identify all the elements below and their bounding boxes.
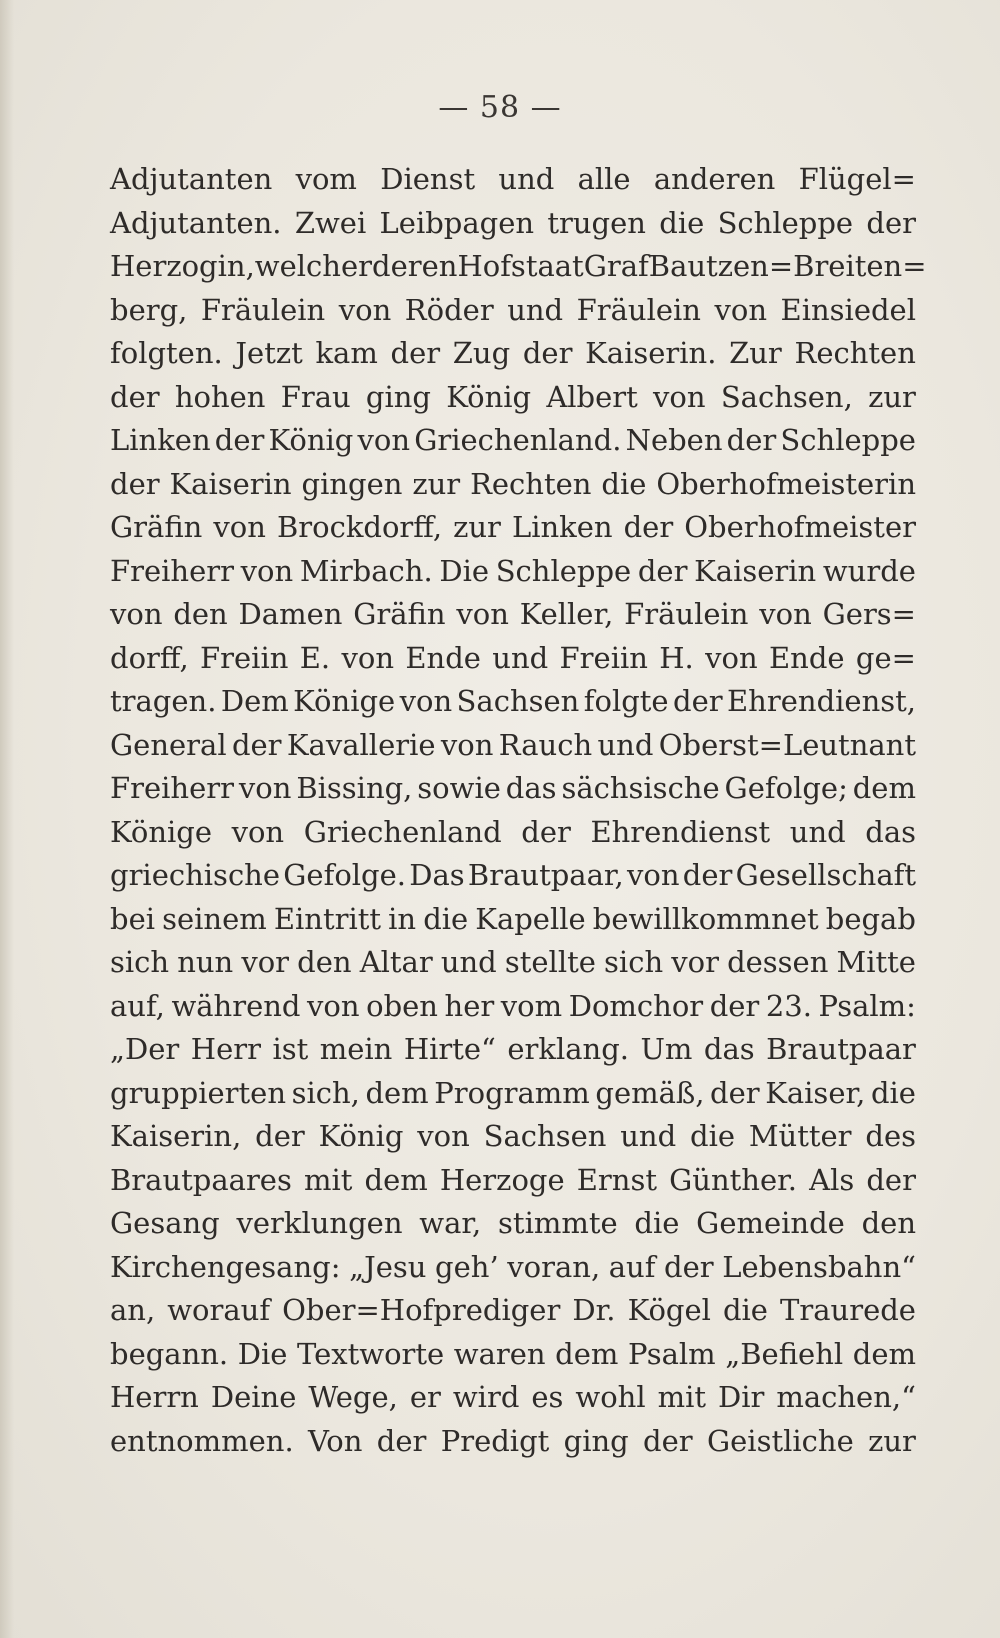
word: während: [171, 988, 301, 1023]
word: Frau: [280, 379, 351, 414]
word: Freiin: [200, 640, 289, 675]
word: die: [722, 1293, 768, 1327]
word: Von: [308, 1423, 363, 1458]
word: zur: [412, 466, 461, 501]
word: Bautzen=Breiten=: [648, 249, 927, 283]
word: der: [643, 1423, 693, 1458]
word: Ehrendienst,: [727, 684, 916, 718]
word: Freiherr: [110, 553, 234, 588]
word: deren: [372, 249, 458, 283]
word: begann.: [110, 1336, 229, 1371]
word: Ende: [405, 640, 481, 675]
word: Um: [640, 1032, 693, 1066]
word: Fräulein: [200, 292, 326, 327]
text-line: [110, 1115, 916, 1159]
text-line: [110, 202, 916, 246]
word: zur: [868, 379, 916, 414]
word: Gesellschaft: [735, 858, 916, 892]
word: Jetzt: [235, 336, 303, 370]
word: Griechenland.: [414, 423, 622, 457]
word: dem: [365, 1075, 429, 1110]
word: tragen.: [110, 684, 217, 718]
text-line: [110, 1028, 916, 1072]
word: Fräulein: [624, 597, 749, 631]
word: von: [653, 379, 706, 414]
word: nun: [177, 945, 234, 979]
word: von: [213, 510, 266, 544]
word: Mitte: [836, 945, 916, 979]
word: geh’: [435, 1249, 499, 1284]
word: Freiin: [559, 640, 648, 675]
word: der: [623, 510, 674, 544]
word: Sachsen: [456, 684, 580, 718]
word: folgte: [583, 684, 669, 718]
word: Kaiserin,: [110, 1119, 242, 1153]
word: Programm: [434, 1075, 590, 1110]
word: den: [173, 597, 228, 631]
word: Kaiserin: [694, 553, 817, 588]
word: sich,: [291, 1075, 360, 1110]
word: „Jesu: [349, 1249, 427, 1284]
word: „Befiehl: [725, 1336, 844, 1371]
word: vor: [671, 945, 719, 979]
word: vom: [500, 988, 563, 1023]
word: welcher: [254, 249, 373, 283]
word: Fräulein: [576, 292, 701, 327]
word: den: [861, 1206, 916, 1240]
word: sächsische: [561, 771, 720, 805]
word: Dem: [220, 684, 289, 718]
word: von: [338, 292, 392, 327]
word: gingen: [301, 466, 403, 501]
text-line: [110, 1289, 916, 1333]
word: worauf: [167, 1293, 271, 1327]
word: Psalm: [627, 1336, 716, 1371]
word: stimmte: [498, 1206, 618, 1240]
word: Adjutanten: [110, 162, 273, 196]
word: von: [705, 640, 758, 675]
text-line: [110, 1246, 916, 1290]
word: auf: [608, 1249, 656, 1284]
word: von: [399, 684, 453, 718]
word: Gefolge.: [283, 858, 407, 892]
word: Das: [409, 858, 465, 892]
text-line: [110, 1333, 916, 1377]
word: Lebensbahn“: [722, 1249, 916, 1284]
word: Ober=Hofprediger: [282, 1293, 561, 1327]
word: Deine: [210, 1380, 297, 1414]
word: dem: [364, 1162, 428, 1197]
word: das: [505, 771, 557, 805]
word: und: [507, 292, 564, 327]
word: trugen: [547, 205, 646, 240]
word: Graf: [583, 249, 649, 283]
word: und: [440, 945, 497, 979]
word: auf,: [110, 988, 165, 1023]
word: Mütter: [748, 1119, 852, 1153]
word: Herzoge: [439, 1162, 565, 1197]
word: der: [110, 466, 160, 501]
word: General: [110, 727, 227, 762]
word: wurde: [822, 553, 916, 588]
word: bewillkommnet: [592, 901, 819, 936]
word: dem: [555, 1336, 619, 1371]
word: Günther.: [669, 1162, 798, 1197]
word: mein: [319, 1032, 393, 1066]
word: Röder: [404, 292, 494, 327]
word: der: [214, 423, 265, 457]
word: Kapelle: [475, 901, 586, 936]
word: es: [531, 1380, 564, 1414]
word: Rauch: [498, 727, 593, 762]
word: von: [357, 423, 411, 457]
word: und: [597, 727, 654, 762]
word: Brockdorff,: [276, 510, 443, 544]
word: Dienst: [380, 162, 476, 196]
word: Damen: [238, 597, 343, 631]
text-line: [110, 1376, 916, 1420]
word: Sachsen: [483, 1119, 607, 1153]
word: Griechenland: [303, 814, 502, 849]
word: den: [297, 945, 352, 979]
text-line: [110, 593, 916, 637]
word: und: [498, 162, 555, 196]
word: Ehrendienst: [590, 814, 771, 849]
word: gruppierten: [110, 1075, 287, 1110]
page-number: — 58 —: [438, 90, 562, 125]
word: Wege,: [308, 1380, 398, 1414]
word: gemäß,: [595, 1075, 705, 1110]
word: der: [710, 1075, 760, 1110]
word: der: [682, 858, 733, 892]
text-line: [110, 767, 916, 811]
word: Sachsen,: [720, 379, 853, 414]
word: oben: [366, 988, 438, 1023]
word: von: [714, 292, 768, 327]
word: von: [238, 771, 292, 805]
word: ist: [272, 1032, 309, 1066]
word: des: [865, 1119, 916, 1153]
word: Freiherr: [110, 771, 234, 805]
word: König: [318, 1119, 404, 1153]
text-line: [110, 506, 916, 550]
word: Gefolge;: [724, 771, 848, 805]
text-line: [110, 1072, 916, 1116]
word: sich: [110, 945, 170, 979]
text-line: [110, 332, 916, 376]
word: begab: [825, 901, 916, 936]
word: der: [376, 1423, 427, 1458]
word: Kirchengesang:: [110, 1249, 341, 1284]
word: anderen: [653, 162, 776, 196]
word: Zur: [729, 336, 782, 370]
word: Gräfin: [110, 510, 203, 544]
word: erklang.: [507, 1032, 629, 1066]
word: Oberhofmeister: [684, 510, 916, 544]
word: Kögel: [627, 1293, 711, 1327]
word: wohl: [575, 1380, 646, 1414]
text-line: [110, 376, 916, 420]
word: von: [759, 597, 812, 631]
word: von: [240, 553, 294, 588]
word: alle: [577, 162, 631, 196]
word: Gemeinde: [696, 1206, 845, 1240]
word: Brautpaar,: [467, 858, 624, 892]
word: ging: [365, 379, 431, 414]
word: von: [440, 727, 494, 762]
word: mit: [303, 1162, 353, 1197]
word: von: [110, 597, 163, 631]
word: von: [417, 1119, 470, 1153]
word: das: [703, 1032, 755, 1066]
word: und: [492, 640, 549, 675]
word: die: [423, 901, 469, 936]
text-line: [110, 1420, 916, 1464]
word: Hirte“: [403, 1032, 496, 1066]
word: von: [231, 814, 285, 849]
word: Keller,: [519, 597, 614, 631]
word: Kaiserin: [169, 466, 292, 501]
word: zur: [868, 1423, 916, 1458]
text-line: [110, 941, 916, 985]
word: folgten.: [110, 336, 223, 370]
text-line: [110, 811, 916, 855]
word: Schleppe: [495, 553, 632, 588]
word: wird: [452, 1380, 520, 1414]
word: er: [409, 1380, 441, 1414]
word: an,: [110, 1293, 156, 1327]
word: sich: [604, 945, 664, 979]
word: Linken: [110, 423, 211, 457]
word: der: [110, 379, 160, 414]
word: voran,: [507, 1249, 601, 1284]
word: „Der: [110, 1032, 180, 1066]
text-line: [110, 245, 927, 289]
word: her: [444, 988, 495, 1023]
word: Textworte: [296, 1336, 445, 1371]
word: Die: [439, 553, 490, 588]
word: Ernst: [576, 1162, 657, 1197]
word: Domchor: [568, 988, 704, 1023]
word: Könige: [110, 814, 213, 849]
word: Bissing,: [296, 771, 413, 805]
text-line: [110, 854, 916, 898]
word: vom: [295, 162, 357, 196]
text-line: [110, 724, 916, 768]
word: die: [601, 466, 647, 501]
word: Brautpaares: [110, 1162, 292, 1197]
word: Als: [809, 1162, 855, 1197]
word: der: [866, 205, 916, 240]
word: verklungen: [236, 1206, 403, 1240]
text-line: [110, 289, 916, 333]
word: seinem: [162, 901, 267, 936]
word: dem: [852, 1336, 916, 1371]
word: der: [709, 988, 760, 1023]
word: dorff,: [110, 640, 189, 675]
word: berg,: [110, 292, 188, 327]
word: Zwei: [294, 205, 367, 240]
word: 23.: [765, 988, 812, 1023]
text-line: [110, 158, 916, 202]
word: Dr.: [572, 1293, 616, 1327]
text-line: [110, 637, 916, 681]
word: ge=: [855, 640, 916, 675]
word: Könige: [293, 684, 396, 718]
word: von: [307, 988, 360, 1023]
text-line: [110, 550, 916, 594]
word: Traurede: [780, 1293, 916, 1327]
word: Brautpaar: [766, 1032, 916, 1066]
word: Kaiserin.: [585, 336, 717, 370]
word: Herr: [190, 1032, 261, 1066]
word: Altar: [359, 945, 433, 979]
word: machen,“: [776, 1380, 916, 1414]
word: Hofstaat: [457, 249, 584, 283]
word: Adjutanten.: [110, 205, 282, 240]
word: der: [726, 423, 777, 457]
word: König: [446, 379, 532, 414]
word: Leibpagen: [379, 205, 535, 240]
word: Neben: [625, 423, 723, 457]
word: König: [268, 423, 354, 457]
text-line: [110, 419, 916, 463]
word: der: [521, 814, 571, 849]
word: Zug: [452, 336, 511, 370]
word: der: [637, 553, 688, 588]
word: die: [690, 1119, 736, 1153]
word: stellte: [504, 945, 596, 979]
word: Rechten: [794, 336, 916, 370]
word: die: [634, 1206, 680, 1240]
word: die: [870, 1075, 916, 1110]
word: das: [865, 814, 916, 849]
text-line: [110, 463, 916, 507]
word: mit: [657, 1380, 707, 1414]
word: H.: [659, 640, 694, 675]
word: E.: [299, 640, 331, 675]
word: Mirbach.: [299, 553, 433, 588]
word: Schleppe: [717, 205, 854, 240]
text-line: [110, 680, 916, 724]
word: der: [390, 336, 441, 370]
word: Flügel=: [798, 162, 916, 196]
text-line: [110, 898, 916, 942]
word: waren: [453, 1336, 546, 1371]
body-text: [110, 158, 927, 1463]
word: Kavallerie: [286, 727, 436, 762]
word: von: [341, 640, 395, 675]
word: entnommen.: [110, 1423, 294, 1458]
word: Gesang: [110, 1206, 220, 1240]
word: Dir: [717, 1380, 765, 1414]
word: der: [673, 684, 723, 718]
word: griechische: [110, 858, 281, 892]
text-line: [110, 1159, 916, 1203]
word: ging: [563, 1423, 629, 1458]
word: war,: [419, 1206, 482, 1240]
word: und: [620, 1119, 677, 1153]
word: Schleppe: [780, 423, 916, 457]
word: Eintritt: [273, 901, 382, 936]
word: die: [659, 205, 705, 240]
word: Predigt: [440, 1423, 550, 1458]
word: in: [388, 901, 417, 936]
word: Oberst=Leutnant: [658, 727, 916, 762]
word: der: [231, 727, 282, 762]
word: dem: [852, 771, 916, 805]
text-line: [110, 1202, 916, 1246]
word: von: [456, 597, 509, 631]
word: zur: [453, 510, 501, 544]
word: Psalm:: [818, 988, 916, 1023]
word: Gräfin: [353, 597, 446, 631]
word: Herzogin,: [110, 249, 255, 283]
word: Herrn: [110, 1380, 199, 1414]
word: der: [522, 336, 573, 370]
word: Ende: [769, 640, 845, 675]
word: und: [789, 814, 846, 849]
word: Kaiser,: [765, 1075, 866, 1110]
word: kam: [315, 336, 378, 370]
word: bei: [110, 901, 156, 936]
word: sowie: [417, 771, 501, 805]
word: Gers=: [822, 597, 916, 631]
word: der: [866, 1162, 916, 1197]
word: Einsiedel: [780, 292, 916, 327]
word: Albert: [546, 379, 638, 414]
text-line: [110, 985, 916, 1029]
word: hohen: [174, 379, 266, 414]
word: von: [627, 858, 680, 892]
word: der: [255, 1119, 305, 1153]
word: dessen: [727, 945, 829, 979]
word: Oberhofmeisterin: [656, 466, 916, 501]
word: Linken: [511, 510, 613, 544]
word: Geistliche: [706, 1423, 854, 1458]
gutter-shadow: [0, 0, 14, 1638]
word: vor: [241, 945, 290, 979]
word: der: [664, 1249, 714, 1284]
word: Rechten: [470, 466, 592, 501]
word: Die: [237, 1336, 288, 1371]
